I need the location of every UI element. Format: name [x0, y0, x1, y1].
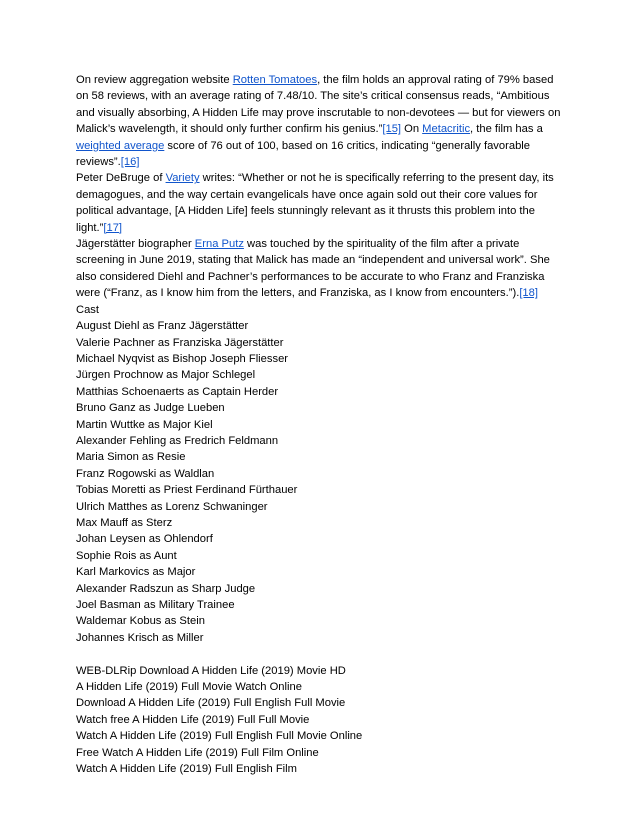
cast-list-item: Max Mauff as Sterz	[76, 516, 173, 529]
citation-link-15[interactable]: [15]	[382, 123, 402, 136]
reception-text: , the film has a	[470, 123, 543, 136]
cast-list-item: Valerie Pachner as Franziska Jägerstätter	[76, 336, 284, 349]
cast-list-item: August Diehl as Franz Jägerstätter	[76, 320, 249, 333]
cast-heading: Cast	[76, 303, 100, 316]
reception-paragraph-erna-putz	[76, 236, 566, 302]
download-list-item: Watch A Hidden Life (2019) Full English Full Movie Online	[76, 730, 363, 743]
download-list-item: A Hidden Life (2019) Full Movie Watch Online	[76, 681, 302, 694]
reception-paragraph-rotten-tomatoes	[76, 72, 566, 170]
document-page	[76, 72, 566, 777]
cast-list-item: Bruno Ganz as Judge Lueben	[76, 402, 225, 415]
variety-link[interactable]: Variety	[165, 172, 200, 185]
download-list	[76, 663, 566, 778]
cast-list-item: Alexander Radszun as Sharp Judge	[76, 582, 256, 595]
reception-text: On	[401, 123, 423, 136]
cast-list-item: Maria Simon as Resie	[76, 451, 186, 464]
cast-list-item: Johannes Krisch as Miller	[76, 631, 204, 644]
erna-putz-link[interactable]: Erna Putz	[194, 238, 244, 251]
rotten-tomatoes-link[interactable]: Rotten Tomatoes	[232, 74, 318, 86]
cast-list-item: Franz Rogowski as Waldlan	[76, 467, 215, 480]
cast-list-item: Waldemar Kobus as Stein	[76, 615, 205, 628]
cast-list-item: Martin Wuttke as Major Kiel	[76, 418, 213, 431]
cast-list	[76, 318, 566, 646]
reception-text: Jägerstätter biographer	[76, 238, 195, 251]
citation-link-16[interactable]: [16]	[120, 156, 140, 169]
reception-text: was touched by the spirituality of the film after a private screening in June 2019, stating that Malick has made an “independent and universal work”. She also considered Diehl and Pachner’s performances to be accurate to who Franz and Franziska were (“Franz, as I know him from the letters, and Franziska, as I know from encounters.”).	[76, 238, 550, 300]
weighted-average-link[interactable]: weighted average	[76, 139, 165, 152]
paragraph-spacer	[76, 646, 566, 662]
cast-list-item: Johan Leysen as Ohlendorf	[76, 533, 213, 546]
download-list-item: Watch A Hidden Life (2019) Full English Film	[76, 763, 297, 776]
cast-list-item: Ulrich Matthes as Lorenz Schwaninger	[76, 500, 268, 513]
cast-list-item: Sophie Rois as Aunt	[76, 549, 177, 562]
cast-list-item: Tobias Moretti as Priest Ferdinand Fürthauer	[76, 484, 298, 497]
download-list-item: Download A Hidden Life (2019) Full English Full Movie	[76, 697, 346, 710]
download-list-item: WEB-DLRip Download A Hidden Life (2019) Movie HD	[76, 664, 346, 677]
cast-list-item: Alexander Fehling as Fredrich Feldmann	[76, 434, 279, 447]
reception-text: On review aggregation website	[76, 74, 233, 86]
citation-link-17[interactable]: [17]	[103, 221, 123, 234]
cast-list-item: Michael Nyqvist as Bishop Joseph Fliesser	[76, 352, 289, 365]
reception-text: writes: “Whether or not he is specifically referring to the present day, its demagogues, and the way certain evangelicals have once again sold out their core values for political advantage, [A Hidden Life] feels stunningly relevant as it thrusts this problem into the light.”	[76, 172, 554, 234]
reception-paragraph-variety	[76, 170, 566, 236]
citation-link-18[interactable]: [18]	[519, 287, 538, 300]
cast-list-item: Joel Basman as Military Trainee	[76, 599, 235, 611]
reception-text: , the film holds an approval rating of 79% based on 58 reviews, with an average rating of 7.48/10. The site’s critical consensus reads, “Ambitious and visually absorbing, A Hidden Life may prove inscrutable to non-devotees — but for viewers on Malick’s wavelength, it should only further confirm his genius.”	[76, 74, 561, 136]
download-list-item: Free Watch A Hidden Life (2019) Full Film Online	[76, 746, 319, 759]
reception-text: Peter DeBruge of	[76, 172, 166, 185]
download-list-item: Watch free A Hidden Life (2019) Full Full Movie	[76, 713, 310, 726]
cast-list-item: Karl Markovics as Major	[76, 566, 196, 579]
cast-list-item: Matthias Schoenaerts as Captain Herder	[76, 385, 279, 398]
cast-list-item: Jürgen Prochnow as Major Schlegel	[76, 369, 256, 382]
metacritic-link[interactable]: Metacritic	[422, 123, 471, 136]
reception-text: score of 76 out of 100, based on 16 critics, indicating “generally favorable reviews”.	[76, 139, 531, 169]
